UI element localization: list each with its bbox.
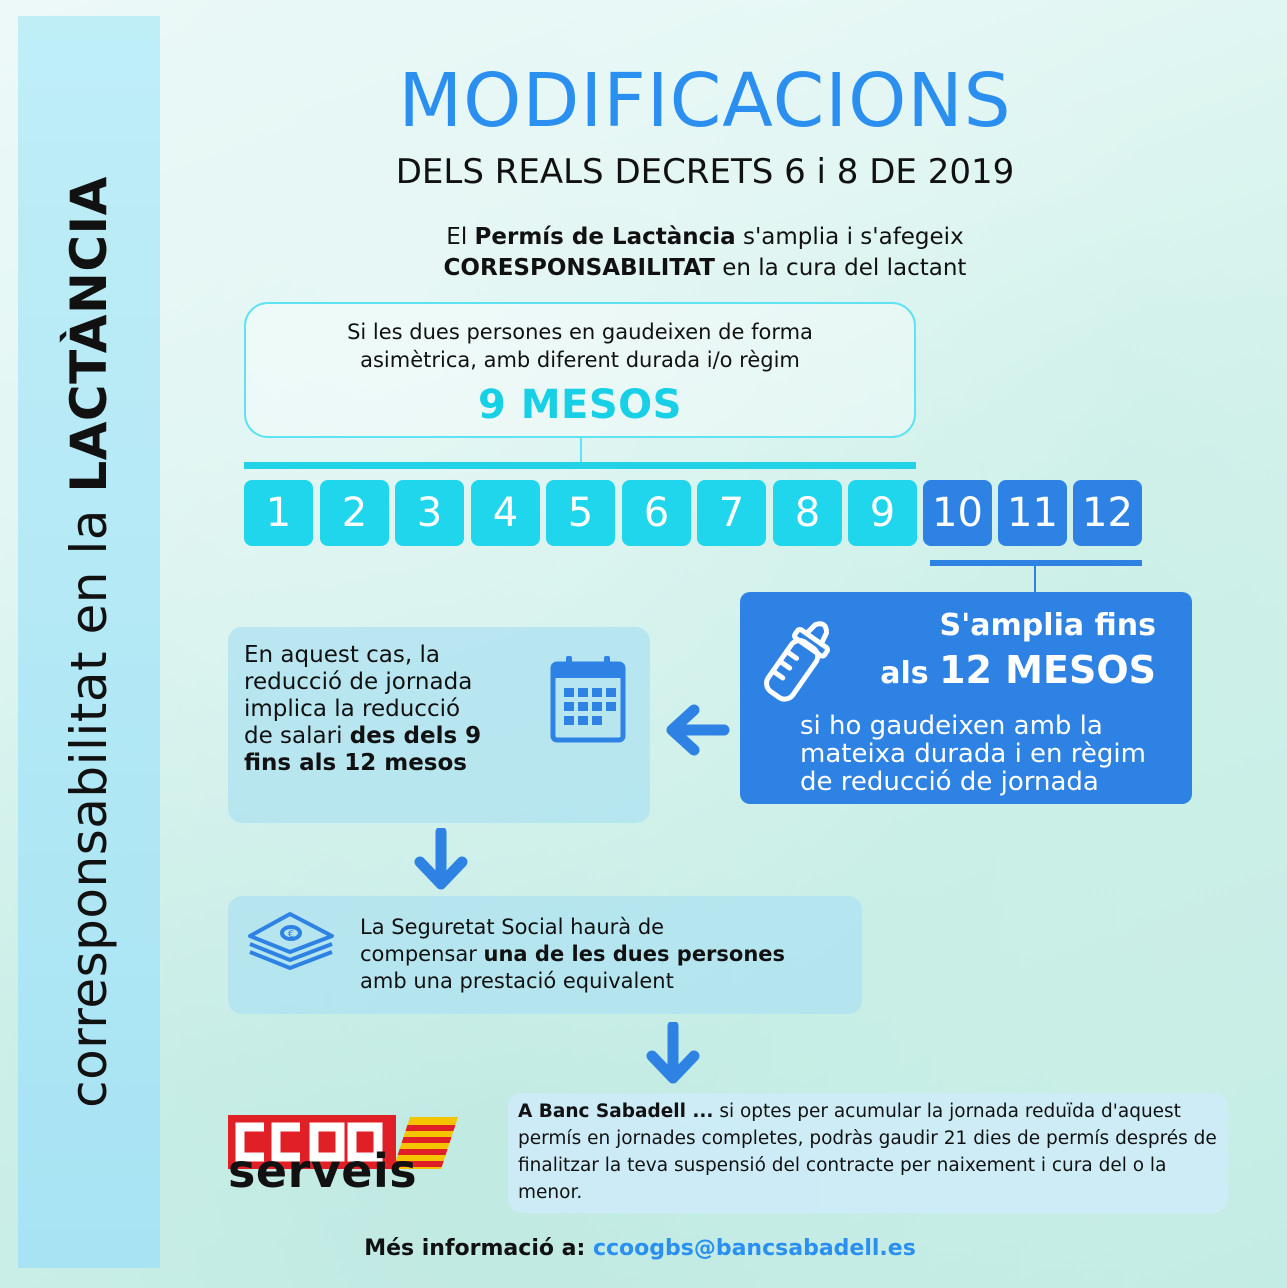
bracket-nine-months (244, 462, 916, 469)
contact-email-link[interactable]: ccoogbs@bancsabadell.es (592, 1236, 916, 1261)
twelve-months-heading: S'amplia fins als 12 MESOS (880, 608, 1156, 692)
arrow-down-icon (408, 828, 474, 894)
month-block-3: 3 (395, 480, 464, 546)
nine-months-value: 9 MESOS (477, 382, 682, 428)
money-stack-icon (246, 904, 336, 974)
svg-text:€: € (287, 929, 295, 940)
calendar-icon (548, 654, 628, 744)
arrow-left-icon (660, 702, 730, 758)
month-block-9: 9 (848, 480, 917, 546)
arrow-down-icon (640, 1022, 706, 1088)
month-block-8: 8 (773, 480, 842, 546)
month-block-6: 6 (622, 480, 691, 546)
intro-text: El Permís de Lactància s'amplia i s'afegeix CORESPONSABILITAT en la cura del lactant (443, 224, 967, 281)
bracket-twelve-months (930, 560, 1142, 566)
month-block-4: 4 (471, 480, 540, 546)
side-title: corresponsabilitat en la LACTÀNCIA (60, 176, 118, 1108)
month-block-5: 5 (546, 480, 615, 546)
month-block-10: 10 (923, 480, 992, 546)
baby-bottle-icon (754, 610, 844, 710)
month-block-12: 12 (1073, 480, 1142, 546)
footer-contact: Més informació a: ccoogbs@bancsabadell.es (364, 1236, 916, 1261)
month-block-1: 1 (244, 480, 313, 546)
salary-reduction-text: En aquest cas, la reducció de jornada implica la reducció de salari des dels 9 fins als 12 mesos (244, 642, 482, 776)
twelve-months-description: si ho gaudeixen amb la mateixa durada i en règim de reducció de jornada (800, 711, 1146, 797)
nine-months-description: Si les dues persones en gaudeixen de forma asimètrica, amb diferent durada i/o règim (347, 320, 813, 372)
month-block-7: 7 (697, 480, 766, 546)
connector-line (580, 438, 582, 464)
month-block-11: 11 (998, 480, 1067, 546)
bank-info-text: A Banc Sabadell ... si optes per acumular la jornada reduïda d'aquest permís en jornades completes, podràs gaudir 21 dies de permís després de finalitzar la teva suspensió del contracte per naixement i cura del o la menor. (518, 1101, 1217, 1203)
logo-wordmark: serveis (228, 1144, 418, 1198)
month-block-2: 2 (320, 480, 389, 546)
page-title: MODIFICACIONS (398, 58, 1012, 144)
social-security-text: La Seguretat Social haurà de compensar una de les dues persones amb una prestació equivalent (360, 915, 786, 993)
page-subtitle: DELS REALS DECRETS 6 i 8 DE 2019 (395, 152, 1015, 192)
